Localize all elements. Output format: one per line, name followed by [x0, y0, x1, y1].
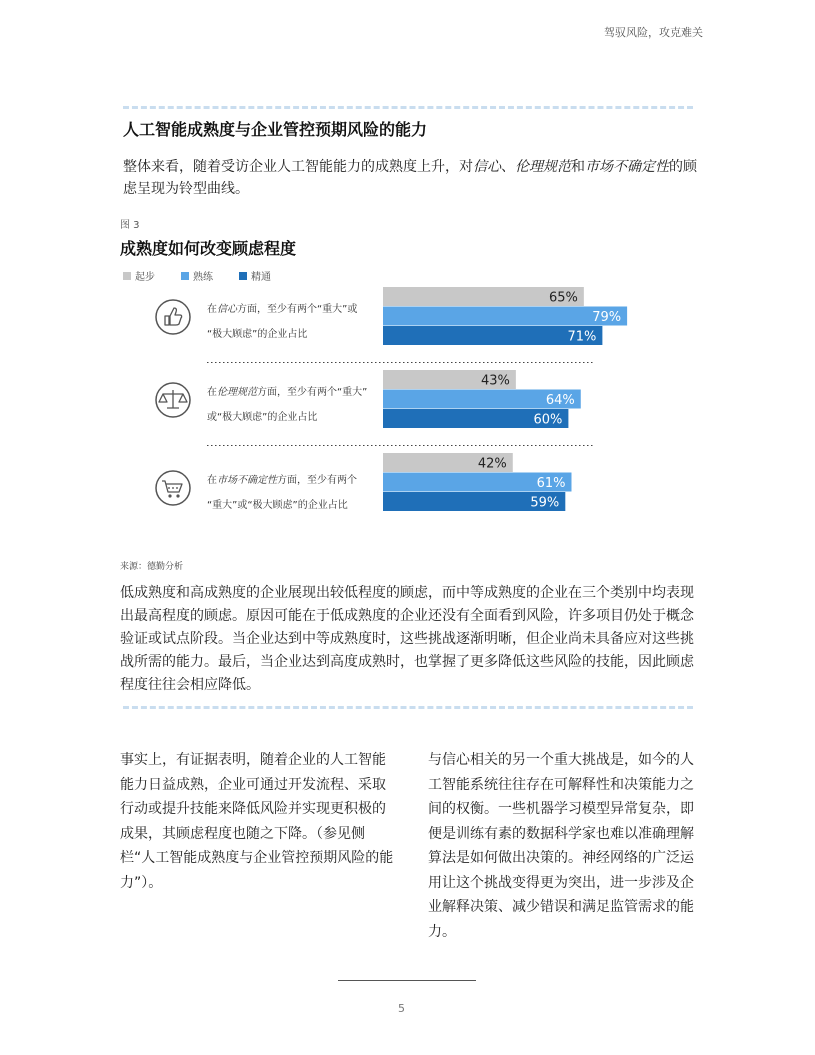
bar-value-label: 60% — [533, 412, 563, 428]
scales-icon — [156, 383, 190, 417]
legend-swatch-starter — [123, 272, 131, 280]
body-paragraph: 低成熟度和高成熟度的企业展现出较低程度的顾虑，而中等成熟度的企业在三个类别中均表现出最高程度的顾虑。原因可能在于低成熟度的企业还没有全面看到风险，许多项目仍处于概念验证或试点阶段。当企业达到中等成熟度时，这些挑战逐渐明晰，但企业尚未具备应对这些挑战所需的能力。最后，当企业达到高度成熟时，也掌握了更多降低这些风险的技能，因此顾虑程度往往会相应降低。 — [120, 585, 694, 693]
figure-label: 图 3 — [120, 220, 140, 231]
thumbs-up-icon — [156, 300, 190, 334]
bar-2-group-1 — [383, 307, 627, 326]
legend-item-skilled: 熟练 — [181, 268, 213, 283]
category-label-line1: 在市场不确定性方面，至少有两个 — [207, 475, 357, 486]
bar-value-label: 61% — [536, 476, 566, 491]
chart-group-1 — [156, 287, 627, 363]
bar-value-label: 71% — [567, 329, 597, 345]
section-intro: 整体来看，随着受访企业人工智能能力的成熟度上升，对信心、伦理规范和市场不确定性的顾虑呈现为铃型曲线。 — [123, 159, 697, 197]
maturity-concern-chart — [140, 280, 622, 525]
shopping-cart-icon — [156, 471, 190, 505]
category-label-line2: 或“极大顾虑”的企业占比 — [207, 412, 318, 423]
section-title: 人工智能成熟度与企业管控预期风险的能力 — [123, 120, 428, 139]
bar-value-label: 42% — [477, 456, 507, 472]
bar-value-label: 43% — [480, 373, 510, 389]
chart-title: 成熟度如何改变顾虑程度 — [120, 239, 297, 258]
bar-value-label: 64% — [545, 393, 575, 408]
legend-swatch-seasoned — [239, 272, 247, 280]
running-header: 驾驭风险，攻克难关 — [604, 26, 703, 39]
chart-group-2 — [156, 370, 595, 446]
footer-rule — [338, 980, 476, 981]
page-number: 5 — [398, 1002, 405, 1015]
bar-value-label: 65% — [548, 290, 578, 306]
left-column-text: 事实上，有证据表明，随着企业的人工智能能力日益成熟，企业可通过开发流程、采取行动或提升技能来降低风险并实现更积极的成果，其顾虑程度也随之下降。（参见侧栏“人工智能成熟度与企业管控预期风险的能力”）。 — [120, 752, 394, 891]
section-bottom-divider — [123, 706, 693, 709]
figure-source: 来源：德勤分析 — [120, 562, 184, 572]
category-label-line2: “重大”或“极大顾虑”的企业占比 — [207, 500, 348, 511]
category-label-line2: “极大顾虑”的企业占比 — [207, 329, 308, 340]
category-label-line1: 在伦理规范方面，至少有两个“重大” — [207, 387, 368, 398]
section-top-divider — [123, 106, 693, 109]
category-label-line1: 在信心方面，至少有两个“重大”或 — [207, 304, 358, 315]
chart-group-3 — [156, 453, 571, 511]
legend-item-seasoned: 精通 — [239, 268, 271, 283]
bar-value-label: 79% — [592, 310, 622, 325]
legend-swatch-skilled — [181, 272, 189, 280]
right-column-text: 与信心相关的另一个重大挑战是，如今的人工智能系统往往存在可解释性和决策能力之间的权衡。一些机器学习模型异常复杂，即便是训练有素的数据科学家也难以准确理解算法是如何做出决策的。神经网络的广泛运用让这个挑战变得更为突出，进一步涉及企业解释决策、减少错误和满足监管需求的能力。 — [428, 752, 694, 940]
bar-value-label: 59% — [530, 495, 560, 511]
legend-item-starter: 起步 — [123, 268, 155, 283]
